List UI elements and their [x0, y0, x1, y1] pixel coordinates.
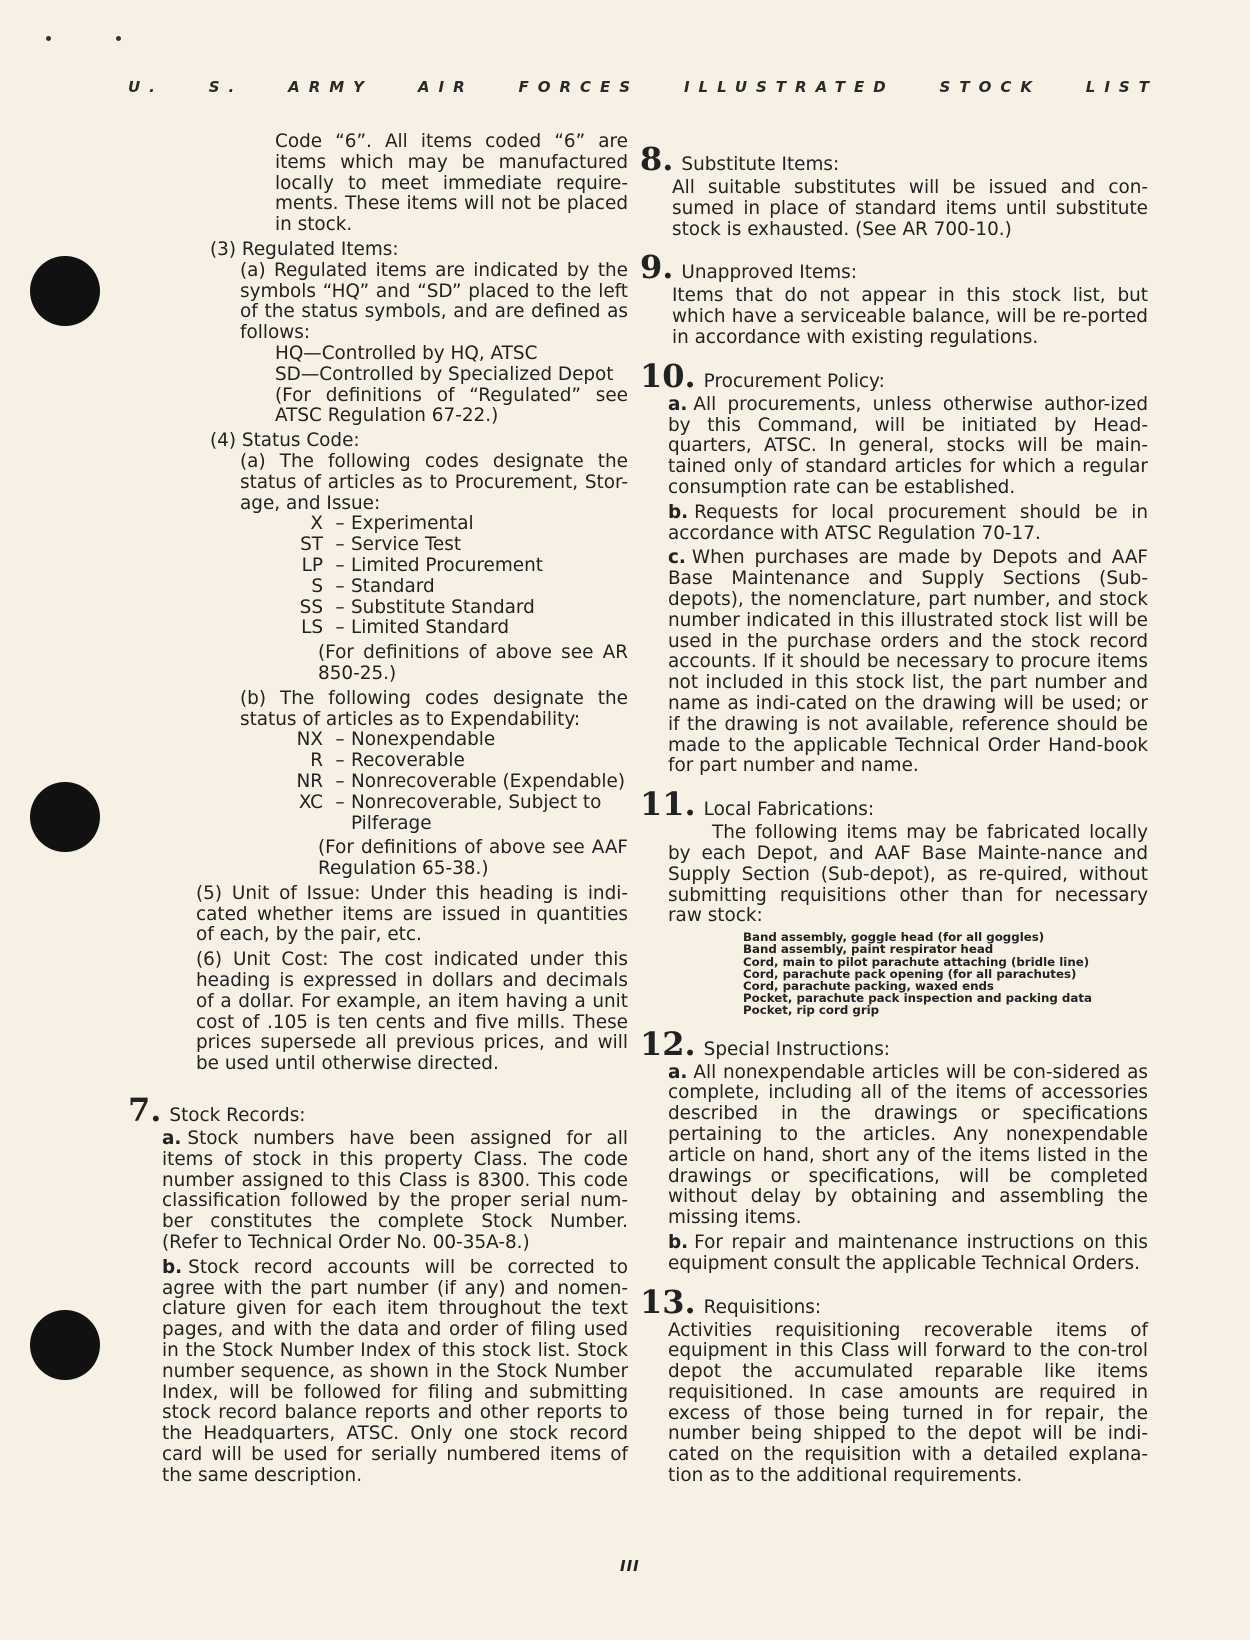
section-10-heading — [640, 356, 1148, 395]
dash-separator: – — [335, 575, 345, 597]
status-code-symbol: XC — [298, 791, 323, 813]
codes-b-definition: (For definitions of above see AAF Regulation 65-38.) — [318, 837, 628, 880]
section-10-a — [668, 395, 1148, 499]
status-code-symbol: LP — [301, 554, 323, 576]
section-9-body: Items that do not appear in this stock list, but which have a serviceable balance, will be re-ported in accordance with existing regulations. — [672, 285, 1148, 348]
section-10-c — [668, 548, 1148, 777]
section-13-body: Activities requisitioning recoverable items of equipment in this Class will forward to the con-trol depot the accumulated reparable like items requisitioned. In case amounts are required in excess of those being turned in for repair, the number being shipped to the depot will be indi-cated on the requisition with a detailed explana-tion as to the additional requirements. — [668, 1319, 1148, 1487]
fabrication-item: Band assembly, paint respirator head — [743, 942, 994, 957]
fabrication-item: Pocket, parachute pack inspection and packing data — [743, 991, 1092, 1006]
dash-separator: – — [335, 554, 345, 576]
item-text: All procurements, unless otherwise author-ized by this Command, will be initiated by Head-quarters, ATSC. In general, stocks will be main-tained only of standard articles for which a regular consumption rate can be established. — [668, 393, 1148, 498]
item-text: Stock numbers have been assigned for all items of stock in this property Class. The code number assigned to this Class is 8300. This code classification followed by the proper serial num-ber constitutes the complete Stock Number. (Refer to Technical Order No. 00-35A-8.) — [162, 1128, 628, 1254]
section-9-heading — [640, 248, 1148, 287]
item-text: When purchases are made by Depots and AAF Base Maintenance and Supply Sections (Sub-depots), the nomenclature, part number, and stock number indicated in this illustrated stock list will be used in the purchase orders and the stock record accounts. If it should be necessary to procure items not included in this stock list, the part number and name as indi-cated on the drawing will be used; or if the drawing is not available, reference should be made to the applicable Technical Order Hand-book for part number and name. — [668, 547, 1148, 777]
regulated-items-heading: (3) Regulated Items: — [210, 238, 399, 260]
section-7-b — [162, 1258, 628, 1487]
status-code-row — [268, 751, 628, 772]
regulated-hq: HQ—Controlled by HQ, ATSC — [275, 342, 538, 364]
section-10-b — [668, 503, 1148, 545]
section-title: Substitute Items: — [681, 154, 840, 175]
status-code-row — [268, 730, 628, 751]
fabrication-item: Cord, parachute packing, waxed ends — [743, 978, 994, 993]
item-letter: a. — [668, 393, 688, 415]
running-head-word: FORCES — [518, 78, 640, 96]
binder-hole — [30, 782, 100, 852]
item-letter: b. — [668, 1231, 689, 1253]
item-letter: c. — [668, 547, 686, 569]
item-text: Stock record accounts will be corrected to agree with the part number (if any) and nomen-clature given for each item throughout the text pages, and with the data and order of filing used in the Stock Number Index of this stock list. Stock number sequence, as shown in the Stock Number Index, will be followed for filing and submitting stock record balance reports and other reports to the Headquarters, ATSC. Only one stock record card will be used for serially numbered items of the same description. — [162, 1256, 628, 1486]
status-code-list-a — [268, 514, 628, 639]
status-code-symbol: NR — [296, 770, 323, 792]
running-head — [128, 78, 1158, 96]
status-code-label: Nonrecoverable, Subject to Pilferage — [351, 791, 602, 834]
section-9 — [640, 250, 1148, 348]
section-8-heading — [640, 142, 1148, 176]
status-code-row — [268, 535, 628, 556]
dash-separator: – — [335, 596, 345, 618]
section-title: Special Instructions: — [703, 1038, 890, 1060]
section-11-body: The following items may be fabricated locally by each Depot, and AAF Base Mainte-nance and Supply Section (Sub-depot), as re-quired, without submitting requisitions other than for necessary raw stock: — [668, 822, 1148, 927]
codes-a-definition: (For definitions of above see AR 850-25.) — [318, 642, 628, 684]
status-code-label: Nonrecoverable (Expendable) — [351, 770, 626, 792]
section-12-heading — [640, 1024, 1148, 1063]
status-code-label: Limited Standard — [351, 617, 510, 639]
fabrication-item: Cord, main to pilot parachute attaching (bridle line) — [743, 954, 1090, 969]
status-code-symbol: LS — [301, 617, 323, 639]
running-head-word: AIR — [417, 78, 474, 96]
section-7 — [128, 1093, 628, 1487]
binder-hole — [30, 1310, 100, 1380]
item-letter: b. — [162, 1256, 183, 1278]
dash-separator: – — [335, 513, 345, 535]
status-code-label: Recoverable — [351, 750, 465, 772]
section-number: 9. — [640, 248, 674, 287]
regulated-definition: (For definitions of “Regulated” see ATSC Regulation 67-22.) — [275, 384, 628, 427]
section-13-heading — [640, 1282, 1148, 1321]
section-7-a — [162, 1129, 628, 1254]
section-title: Procurement Policy: — [703, 370, 885, 392]
section-number: 11. — [640, 785, 696, 824]
section-12-b — [668, 1233, 1148, 1275]
section-8-body: All suitable substitutes will be issued and con-sumed in place of standard items until substitute stock is exhausted. (See AR 700-10.) — [672, 177, 1148, 240]
status-code-row — [268, 598, 628, 619]
section-title: Stock Records: — [169, 1105, 306, 1127]
running-head-word: ILLUSTRATED — [683, 78, 895, 96]
status-code-row — [268, 514, 628, 535]
status-code-symbol: S — [311, 575, 323, 597]
status-code-row — [268, 793, 628, 835]
paper-speck — [116, 36, 121, 41]
item-text: For repair and maintenance instructions on this equipment consult the applicable Technical Orders. — [668, 1231, 1148, 1274]
item-letter: a. — [668, 1061, 688, 1083]
right-column — [640, 142, 1148, 1487]
section-11-heading — [640, 785, 1148, 824]
page-number: III — [620, 1557, 640, 1575]
status-code-symbol: R — [310, 750, 323, 772]
dash-separator: – — [335, 750, 345, 772]
binder-hole — [30, 256, 100, 326]
section-title: Local Fabrications: — [703, 799, 875, 821]
running-head-word: U. — [128, 78, 164, 96]
status-code-list-b — [268, 730, 628, 834]
section-7-heading — [128, 1091, 628, 1130]
item-text: Requests for local procurement should be in accordance with ATSC Regulation 70-17. — [668, 501, 1148, 544]
section-12 — [640, 1024, 1148, 1275]
fabrication-item: Band assembly, goggle head (for all goggles) — [743, 930, 1045, 945]
section-number: 7. — [128, 1091, 162, 1130]
status-code-label: Substitute Standard — [351, 596, 535, 618]
status-code-symbol: ST — [300, 534, 323, 556]
status-code-b: (b) The following codes designate the status of articles as to Expendability: — [240, 687, 628, 730]
fabrication-item: Cord, parachute pack opening (for all parachutes) — [743, 966, 1077, 981]
fabrication-item-list — [743, 931, 1148, 1016]
section-title: Requisitions: — [703, 1296, 822, 1318]
fabrication-item: Pocket, rip cord grip — [743, 1003, 880, 1018]
dash-separator: – — [335, 729, 345, 751]
status-code-row — [268, 772, 628, 793]
section-12-a — [668, 1063, 1148, 1229]
status-code-symbol: X — [310, 513, 323, 535]
section-title: Unapproved Items: — [681, 262, 857, 284]
section-8 — [640, 142, 1148, 240]
dash-separator: – — [335, 534, 345, 556]
dash-separator: – — [335, 770, 345, 792]
item-letter: b. — [668, 501, 689, 523]
status-code-row — [268, 618, 628, 639]
section-11 — [640, 787, 1148, 1016]
section-13 — [640, 1282, 1148, 1487]
paper-speck — [46, 36, 51, 41]
running-head-word: LIST — [1085, 78, 1158, 96]
status-code-symbol: SS — [299, 596, 323, 618]
item-letter: a. — [162, 1128, 182, 1150]
status-code-symbol: NX — [296, 729, 323, 751]
section-number: 10. — [640, 356, 696, 395]
running-head-word: S. — [208, 78, 244, 96]
code6-paragraph: Code “6”. All items coded “6” are items which may be manufactured locally to meet immediate require-ments. These items will not be placed in stock. — [275, 131, 628, 236]
status-code-label: Service Test — [351, 534, 462, 556]
section-10 — [640, 356, 1148, 777]
unit-of-issue-paragraph: (5) Unit of Issue: Under this heading is indi-cated whether items are issued in quantities of each, by the pair, etc. — [196, 882, 628, 946]
item-text: All nonexpendable articles will be con-sidered as complete, including all of the items of accessories described in the drawings or specifications pertaining to the articles. Any nonexpendable article on hand, short any of the items listed in the drawings or specifications, will be completed without delay by obtaining and assembling the missing items. — [668, 1061, 1148, 1229]
section-number: 8. — [640, 140, 674, 178]
running-head-word: STOCK — [939, 78, 1041, 96]
status-code-label: Standard — [351, 575, 435, 597]
left-column — [128, 132, 628, 1487]
running-head-word: ARMY — [288, 78, 374, 96]
dash-separator: – — [335, 791, 345, 813]
section-number: 12. — [640, 1024, 696, 1063]
status-code-heading: (4) Status Code: — [210, 430, 360, 452]
unit-cost-paragraph: (6) Unit Cost: The cost indicated under this heading is expressed in dollars and decimals of a dollar. For example, an item having a unit cost of .105 is ten cents and five mills. These prices supersede all previous prices, and will be used until otherwise directed. — [196, 949, 628, 1075]
status-code-a: (a) The following codes designate the status of articles as to Procurement, Stor-age, and Issue: — [240, 450, 628, 514]
status-code-row — [268, 556, 628, 577]
status-code-label: Experimental — [351, 513, 474, 535]
section-number: 13. — [640, 1282, 696, 1321]
status-code-label: Nonexpendable — [351, 729, 496, 751]
status-code-row — [268, 577, 628, 598]
status-code-label: Limited Procurement — [351, 554, 543, 576]
dash-separator: – — [335, 617, 345, 639]
regulated-sd: SD—Controlled by Specialized Depot — [275, 363, 614, 385]
regulated-items-a: (a) Regulated items are indicated by the symbols “HQ” and “SD” placed to the left of the status symbols, and are defined as follows: — [240, 259, 628, 344]
